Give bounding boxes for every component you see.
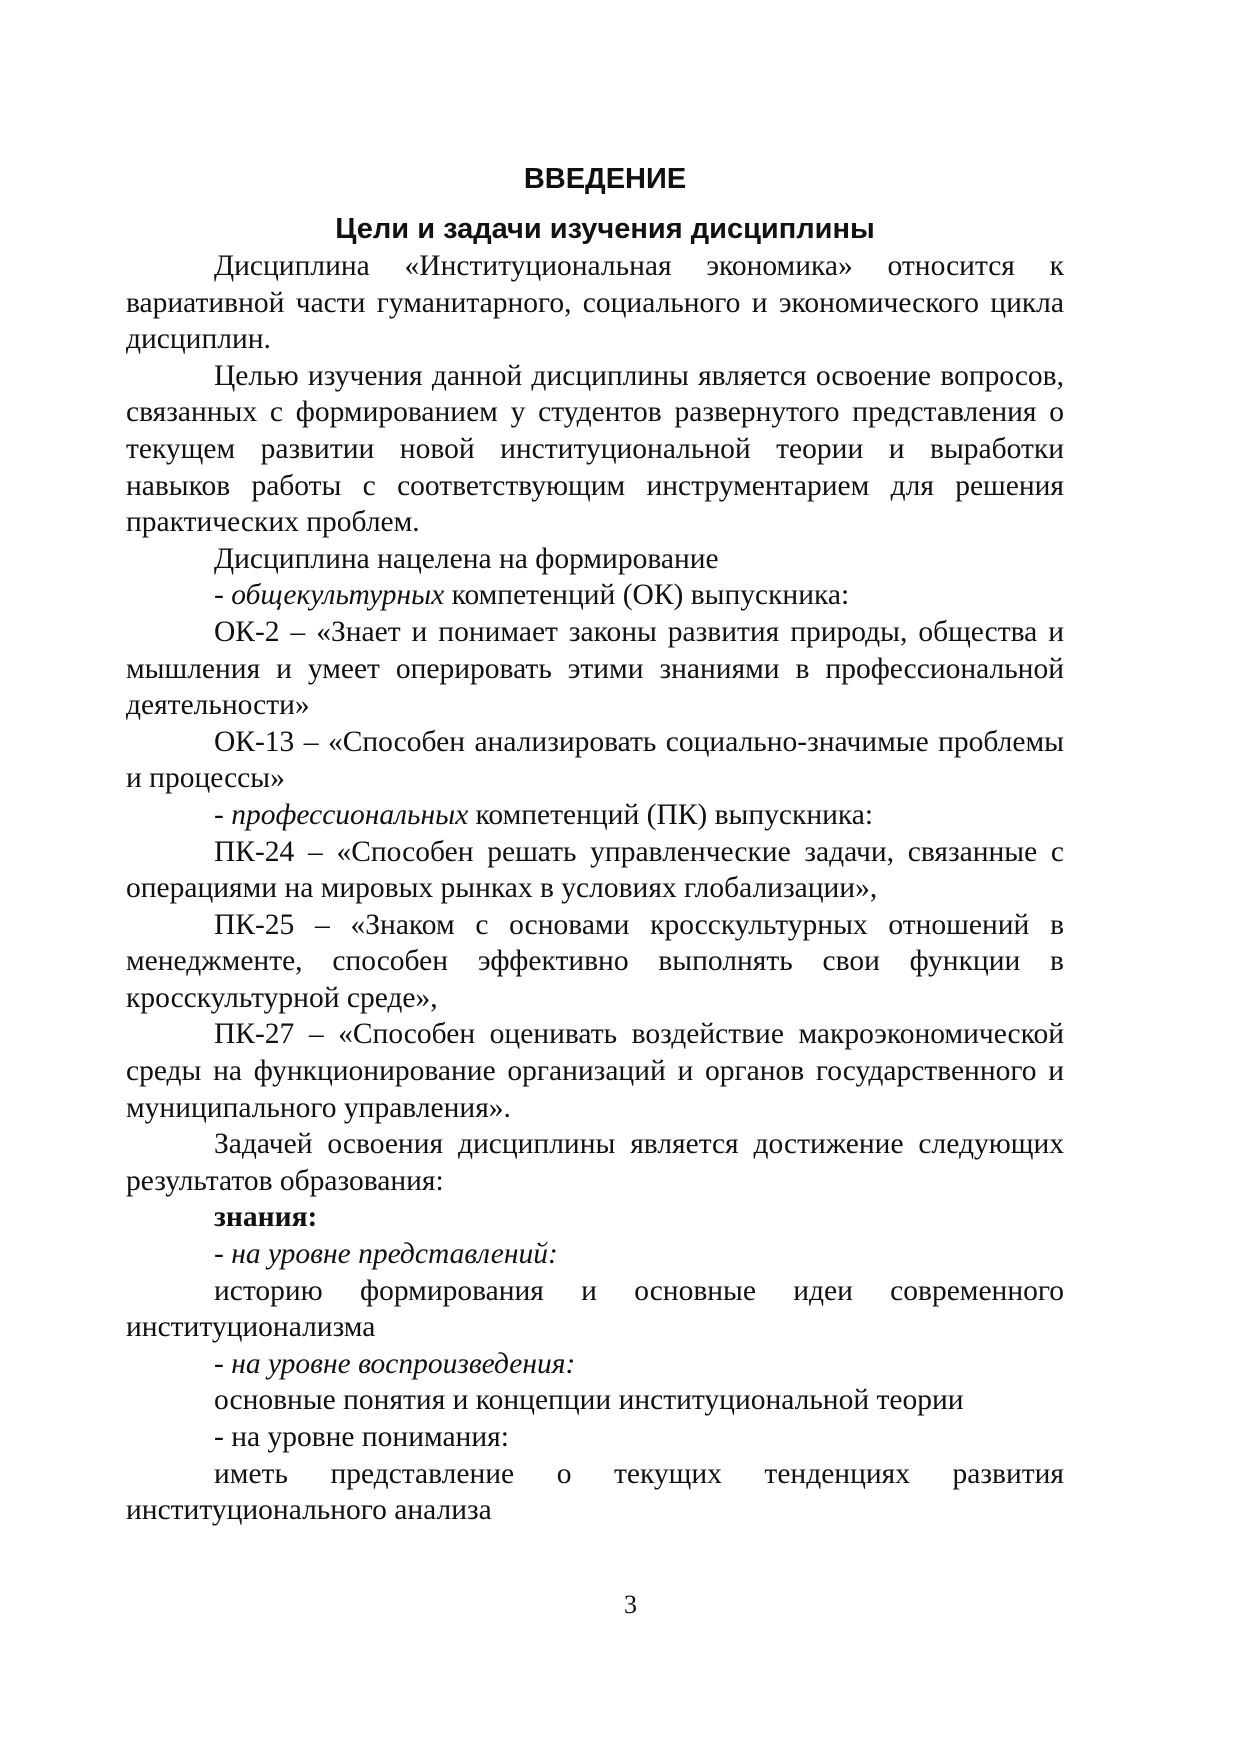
competency-ok-2: ОК-2 – «Знает и понимает законы развития природы, общества и мышления и умеет оперировать этими знаниями в профессиональной деятельности» bbox=[126, 615, 1064, 722]
level-representation-text: историю формирования и основные идеи современного институционализма bbox=[126, 1274, 1064, 1344]
level-representation-heading bbox=[126, 1236, 1064, 1273]
paragraph-discipline-placement: Дисциплина «Институциональная экономика» относится к вариативной части гуманитарного, социального и экономического цикла дисциплин. bbox=[126, 250, 1064, 356]
page-title: ВВЕДЕНИЕ bbox=[523, 163, 687, 195]
pk-italic-term: профессиональных bbox=[231, 798, 469, 831]
level-understanding-text: иметь представление о текущих тенденциях развития институционального анализа bbox=[126, 1457, 1064, 1527]
level-reproduction-heading bbox=[126, 1346, 1064, 1383]
dash: - bbox=[214, 579, 232, 612]
level-understanding-heading: - на уровне понимания: bbox=[214, 1421, 509, 1453]
dash: - bbox=[214, 1347, 232, 1380]
competency-ok-13: ОК-13 – «Способен анализировать социально-значимые проблемы и процессы» bbox=[126, 725, 1064, 795]
dash: - bbox=[214, 798, 232, 831]
competency-pk-24: ПК-24 – «Способен решать управленческие задачи, связанные с операциями на мировых рынках в условиях глобализации», bbox=[126, 835, 1064, 905]
paragraph-tasks: Задачей освоения дисциплины является достижение следующих результатов образования: bbox=[126, 1128, 1064, 1197]
competency-pk-27: ПК-27 – «Способен оценивать воздействие макроэкономической среды на функционирование организаций и органов государственного и муниципального управления». bbox=[126, 1018, 1064, 1124]
ok-intro-rest: компетенций (ОК) выпускника: bbox=[444, 579, 850, 612]
page-number: 3 bbox=[624, 1590, 637, 1619]
paragraph-competencies-intro: Дисциплина нацелена на формирование bbox=[214, 542, 719, 575]
ok-competencies-heading bbox=[126, 577, 1064, 614]
competency-pk-25: ПК-25 – «Знаком с основами кросскультурных отношений в менеджменте, способен эффективно выполнять свои функции в кросскультурной среде», bbox=[126, 908, 1064, 1014]
section-title: Цели и задачи изучения дисциплины bbox=[335, 213, 875, 245]
paragraph-goal: Целью изучения данной дисциплины является освоение вопросов, связанных с формированием у студентов развернутого представления о текущем развитии новой институциональной теории и выработки навыков работы с соответствующим инструментарием для решения практических проблем. bbox=[126, 359, 1064, 539]
level-reproduction-term: на уровне воспроизведения: bbox=[231, 1347, 576, 1380]
page-content bbox=[126, 160, 1064, 1529]
pk-intro-rest: компетенций (ПК) выпускника: bbox=[468, 798, 874, 831]
level-reproduction-text: основные понятия и концепции институциональной теории bbox=[214, 1384, 964, 1417]
pk-competencies-heading bbox=[126, 797, 1064, 834]
dash: - bbox=[214, 1238, 232, 1271]
ok-italic-term: общекультурных bbox=[231, 579, 445, 612]
level-representation-term: на уровне представлений: bbox=[231, 1238, 558, 1271]
knowledge-label: знания: bbox=[214, 1201, 318, 1234]
